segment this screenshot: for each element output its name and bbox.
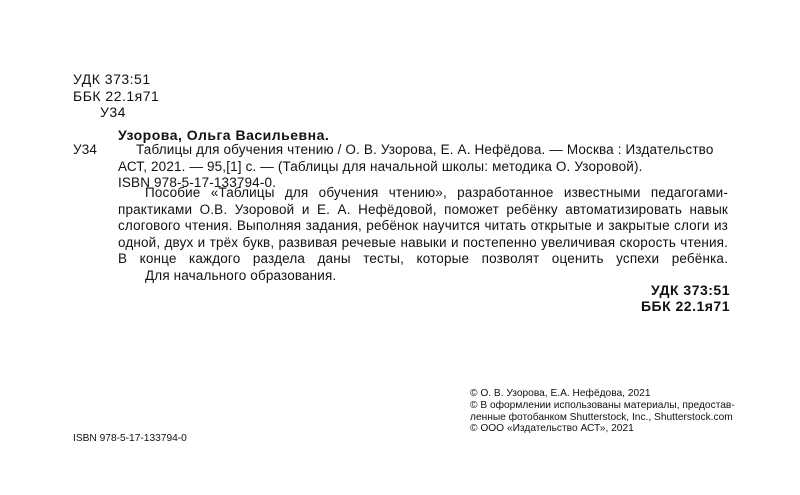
bottom-isbn: ISBN 978-5-17-133794-0 bbox=[73, 433, 187, 444]
copyright-materials-line-1: © В оформлении использованы материалы, предостав- bbox=[470, 399, 735, 411]
audience-note: Для начального образования. bbox=[145, 267, 337, 283]
bibliographic-title-line-1: Таблицы для обучения чтению / О. В. Узорова, Е. А. Нефёдова. — Москва : Издательство bbox=[136, 142, 714, 157]
copyright-publisher: © ООО «Издательство АСТ», 2021 bbox=[470, 423, 634, 435]
right-udk-code: УДК 373:51 bbox=[651, 282, 730, 298]
annotation-paragraph: Пособие «Таблицы для обучения чтению», разработанное известными педагогами-практиками О.В. Узоровой и Е. А. Нефёдовой, поможет ребёнку автоматизировать навык слогового чтения. Выполняя задания, ребёнок научится читать открытые и закрытые слоги из одной, двух и трёх букв, развивая речевые навыки и постепенно увеличивая скорость чтения. В конце каждого раздела даны тесты, которые позволят оценить успехи ребёнка. bbox=[118, 185, 728, 267]
bibliographic-title-line-2: АСТ, 2021. — 95,[1] с. — (Таблицы для начальной школы: методика О. Узоровой). bbox=[118, 159, 643, 174]
author-mark: У34 bbox=[100, 104, 126, 120]
right-bbk-code: ББК 22.1я71 bbox=[640, 298, 730, 314]
copyright-materials-line-2: ленные фотобанком Shutterstock, Inc., Shutterstock.com bbox=[470, 411, 733, 423]
entry-author-mark: У34 bbox=[73, 142, 98, 157]
author-name: Узорова, Ольга Васильевна. bbox=[118, 127, 330, 143]
annotation bbox=[118, 185, 728, 285]
udk-code: УДК 373:51 bbox=[73, 71, 151, 87]
entry-isbn: ISBN 978-5-17-133794-0. bbox=[118, 175, 277, 190]
copyright-block bbox=[470, 388, 735, 435]
copyright-authors: © О. В. Узорова, Е.А. Нефёдова, 2021 bbox=[470, 388, 651, 399]
bbk-code: ББК 22.1я71 bbox=[73, 88, 160, 104]
